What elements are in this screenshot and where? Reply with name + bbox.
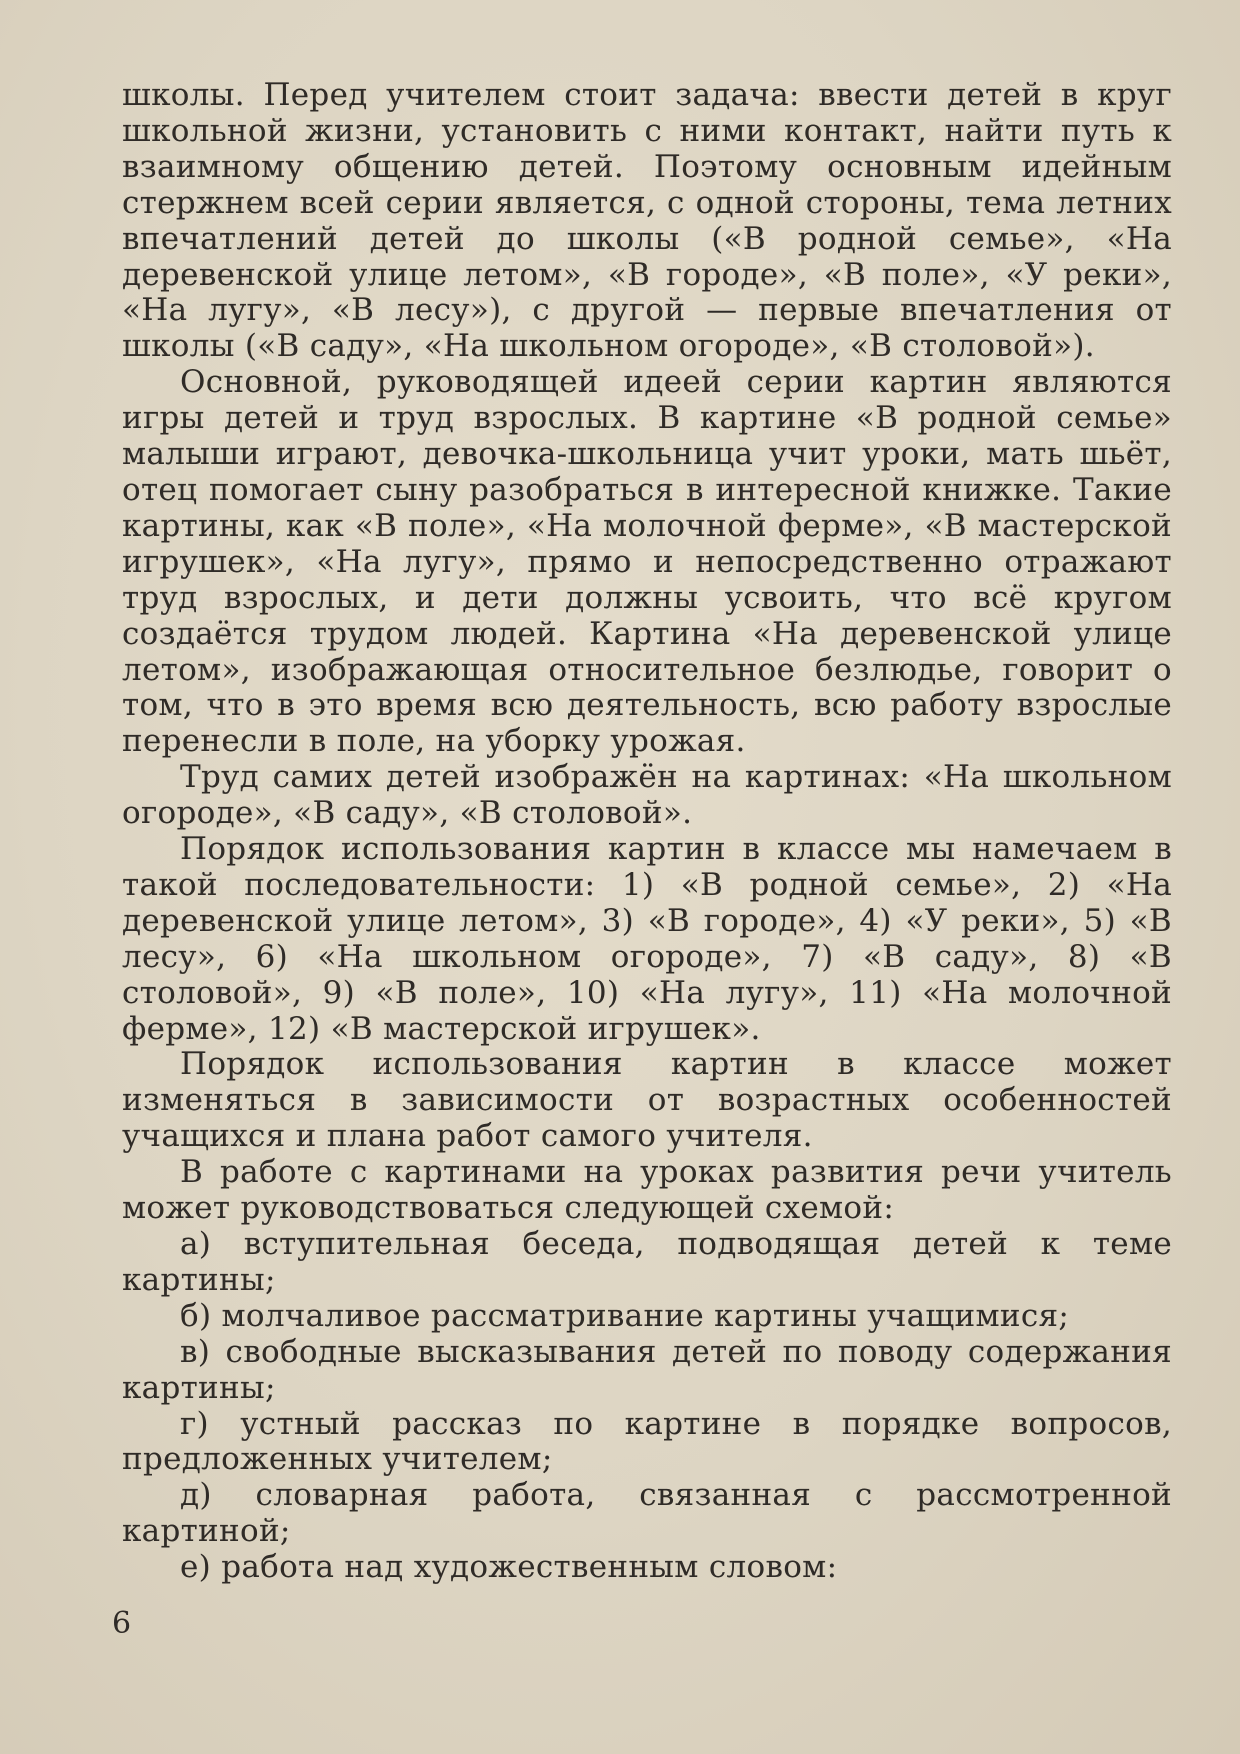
- paragraph-picture-order: Порядок использования картин в классе мы намечаем в такой последовательности: 1) «В родной семье», 2) «На деревенской улице летом», 3) «В городе», 4) «У реки», 5) «В лесу», 6) «На школьном огороде», 7) «В саду», 8) «В столовой», 9) «В поле», 10) «На лугу», 11) «На молочной ферме», 12) «В мастерской игрушек».: [122, 831, 1172, 1047]
- paragraph-children-work: Труд самих детей изображён на картинах: «На школьном огороде», «В саду», «В столовой».: [122, 759, 1172, 832]
- scheme-item-c: в) свободные высказывания детей по поводу содержания картины;: [122, 1333, 1172, 1406]
- paragraph-main-idea: Основной, руководящей идеей серии картин являются игры детей и труд взрослых. В картине «В родной семье» малыши играют, девочка-школьница учит уроки, мать шьёт, отец помогает сыну разобраться в интересной книжке. Такие картины, как «В поле», «На молочной ферме», «В мастерской игрушек», «На лугу», прямо и непосредственно отражают труд взрослых, и дети должны усвоить, что всё кругом создаётся трудом людей. Картина «На деревенской улице летом», изображающая относительное безлюдье, говорит о том, что в это время всю деятельность, всю работу взрослые перенесли в поле, на уборку урожая.: [122, 364, 1172, 760]
- paragraph-order-variation: Порядок использования картин в классе может изменяться в зависимости от возрастных особенностей учащихся и плана работ самого учителя.: [122, 1046, 1172, 1155]
- scheme-item-b: б) молчаливое рассматривание картины учащимися;: [180, 1297, 1070, 1334]
- scheme-item-a: а) вступительная беседа, подводящая детей к теме картины;: [122, 1226, 1172, 1298]
- paragraph-scheme-intro: В работе с картинами на уроках развития речи учитель может руководствоваться следующей схемой:: [122, 1154, 1172, 1227]
- paragraph-continuation: школы. Перед учителем стоит задача: ввести детей в круг школьной жизни, установить с ними контакт, найти путь к взаимному общению детей. Поэтому основным идейным стержнем всей серии является, с одной стороны, тема летних впечатлений детей до школы («В родной семье», «На деревенской улице летом», «В городе», «В поле», «У реки», «На лугу», «В лесу»), с другой — первые впечатления от школы («В саду», «На школьном огороде», «В столовой»).: [122, 77, 1172, 365]
- scheme-item-e: д) словарная работа, связанная с рассмотренной картиной;: [122, 1477, 1172, 1550]
- scheme-item-d: г) устный рассказ по картине в порядке вопросов, предложенных учителем;: [122, 1405, 1172, 1478]
- page-number: 6: [112, 1606, 132, 1641]
- scheme-item-f: е) работа над художественным словом:: [180, 1549, 838, 1586]
- page-body: [122, 78, 1172, 1586]
- scheme-list: [122, 1227, 1172, 1586]
